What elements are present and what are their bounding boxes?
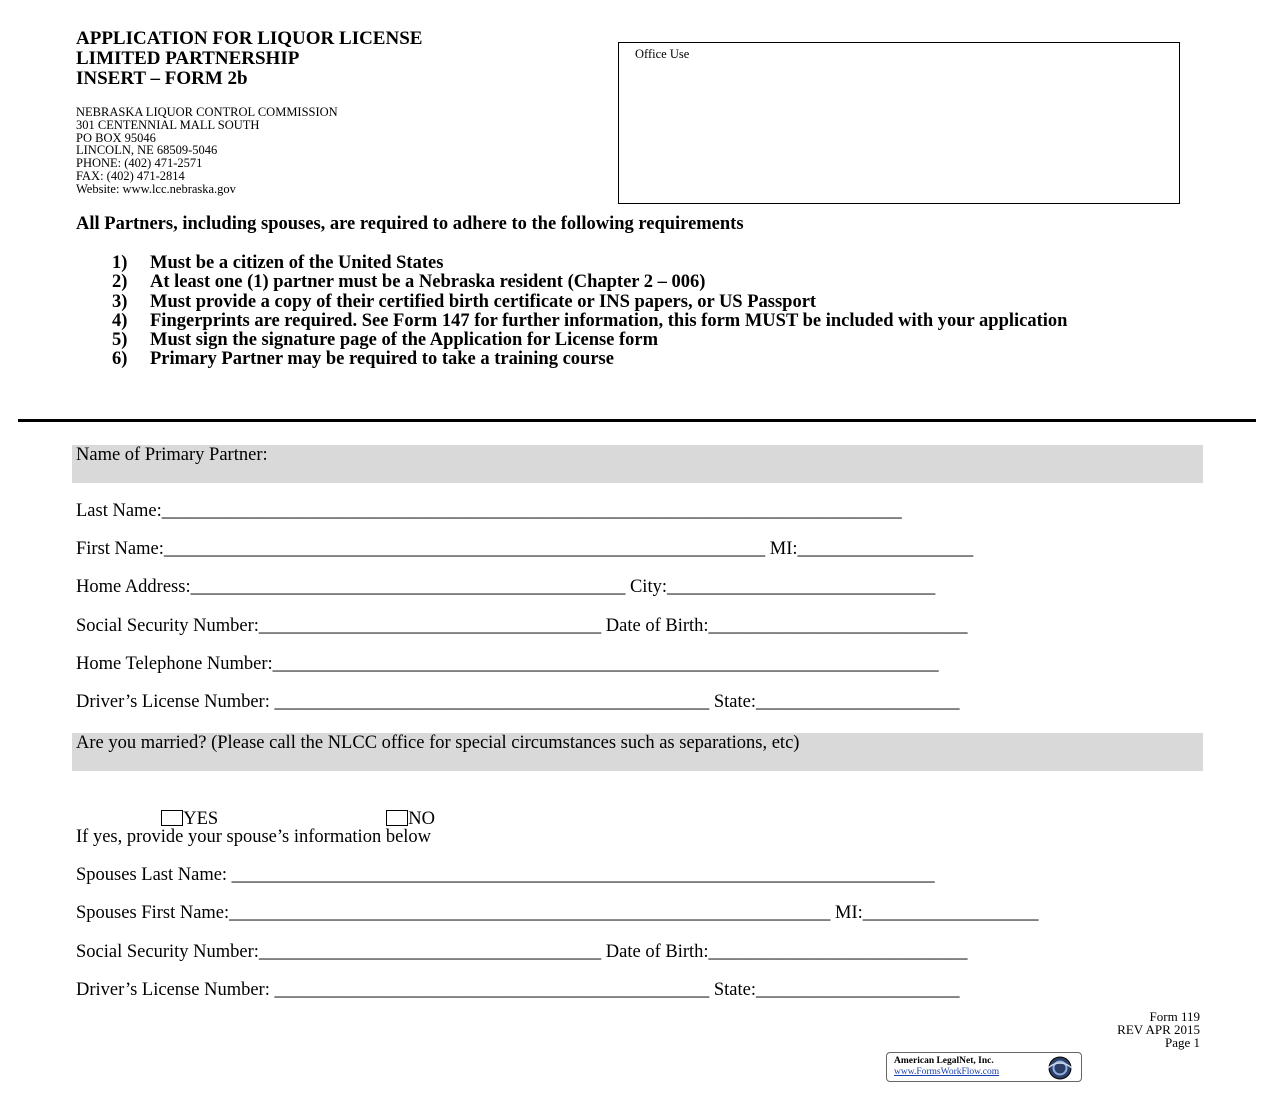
no-option[interactable] [377, 788, 435, 830]
address-line: 301 CENTENNIAL MALL SOUTH [76, 117, 260, 132]
globe-icon [1042, 1055, 1078, 1081]
form-title [76, 29, 422, 89]
requirement-number: 3) [112, 291, 128, 312]
logo-company: American LegalNet, Inc. [894, 1056, 994, 1066]
requirement-number: 5) [112, 330, 128, 351]
requirement-item [112, 293, 1170, 312]
requirement-text: Primary Partner may be required to take a training course [150, 349, 614, 370]
spouse-drivers-license-field[interactable]: Driver’s License Number: _______________________________________________ State:______________________ [76, 980, 960, 1000]
spouse-last-name-field[interactable]: Spouses Last Name: ____________________________________________________________________________ [76, 865, 935, 885]
requirement-text: Fingerprints are required. See Form 147 for further information, this form MUST be included with your application [150, 310, 1068, 331]
requirement-item [112, 273, 1170, 292]
section-divider [18, 419, 1256, 422]
no-checkbox[interactable] [386, 810, 408, 826]
requirement-item [112, 350, 1170, 369]
commission-address [76, 106, 338, 196]
revision-date: REV APR 2015 [1117, 1021, 1200, 1037]
logo-link[interactable]: www.FormsWorkFlow.com [894, 1067, 1000, 1077]
address-line: LINCOLN, NE 68509-5046 [76, 143, 218, 158]
page-number: Page 1 [1164, 1034, 1200, 1050]
yes-label: YES [183, 809, 219, 829]
requirement-text: Must provide a copy of their certified birth certificate or INS papers, or US Passport [150, 291, 817, 312]
requirements-list [112, 254, 1170, 370]
spouse-ssn-dob-field[interactable]: Social Security Number:_____________________________________ Date of Birth:____________________________ [76, 942, 968, 962]
legalnet-logo[interactable] [886, 1052, 1082, 1082]
requirement-text: Must sign the signature page of the Application for License form [150, 330, 659, 351]
form-number: Form 119 [1149, 1009, 1200, 1024]
home-phone-field[interactable]: Home Telephone Number:________________________________________________________________________ [76, 654, 939, 674]
title-line-3: INSERT – FORM 2b [76, 68, 248, 89]
ssn-dob-field[interactable]: Social Security Number:_____________________________________ Date of Birth:____________________________ [76, 616, 968, 636]
spouse-first-name-field[interactable]: Spouses First Name:_________________________________________________________________ MI:___________________ [76, 903, 1039, 923]
home-address-field[interactable]: Home Address:_______________________________________________ City:_____________________________ [76, 577, 936, 597]
office-use-box [618, 42, 1180, 204]
address-line: PHONE: (402) 471-2571 [76, 156, 203, 171]
address-line: FAX: (402) 471-2814 [76, 168, 185, 183]
office-use-label: Office Use [635, 47, 690, 61]
drivers-license-field[interactable]: Driver’s License Number: _______________________________________________ State:______________________ [76, 692, 960, 712]
requirement-number: 2) [112, 272, 128, 293]
requirement-item [112, 331, 1170, 350]
first-name-field[interactable]: First Name:_________________________________________________________________ MI:___________________ [76, 539, 974, 559]
requirement-text: At least one (1) partner must be a Nebraska resident (Chapter 2 – 006) [150, 272, 706, 293]
requirement-item [112, 312, 1170, 331]
no-label: NO [408, 809, 435, 829]
yes-option[interactable] [152, 788, 218, 830]
yes-checkbox[interactable] [161, 810, 183, 826]
form-number-block [1000, 1011, 1200, 1049]
requirement-text: Must be a citizen of the United States [150, 253, 444, 273]
address-line: NEBRASKA LIQUOR CONTROL COMMISSION [76, 105, 338, 119]
address-line: PO BOX 95046 [76, 130, 156, 145]
title-line-2: LIMITED PARTNERSHIP [76, 48, 300, 69]
title-line-1: APPLICATION FOR LIQUOR LICENSE [76, 28, 423, 49]
primary-partner-band [72, 445, 1203, 483]
address-line: Website: www.lcc.nebraska.gov [76, 181, 236, 196]
requirement-number: 1) [112, 253, 128, 273]
requirement-item [112, 254, 1170, 273]
requirements-heading: All Partners, including spouses, are required to adhere to the following requirements [76, 214, 744, 234]
married-question-band [72, 733, 1203, 771]
requirement-number: 4) [112, 310, 128, 331]
spouse-instruction: If yes, provide your spouse’s information below [76, 827, 432, 847]
requirement-number: 6) [112, 349, 128, 370]
married-question: Are you married? (Please call the NLCC office for special circumstances such as separations, etc) [76, 733, 800, 753]
last-name-field[interactable]: Last Name:________________________________________________________________________________ [76, 501, 902, 521]
primary-partner-label: Name of Primary Partner: [76, 445, 268, 465]
